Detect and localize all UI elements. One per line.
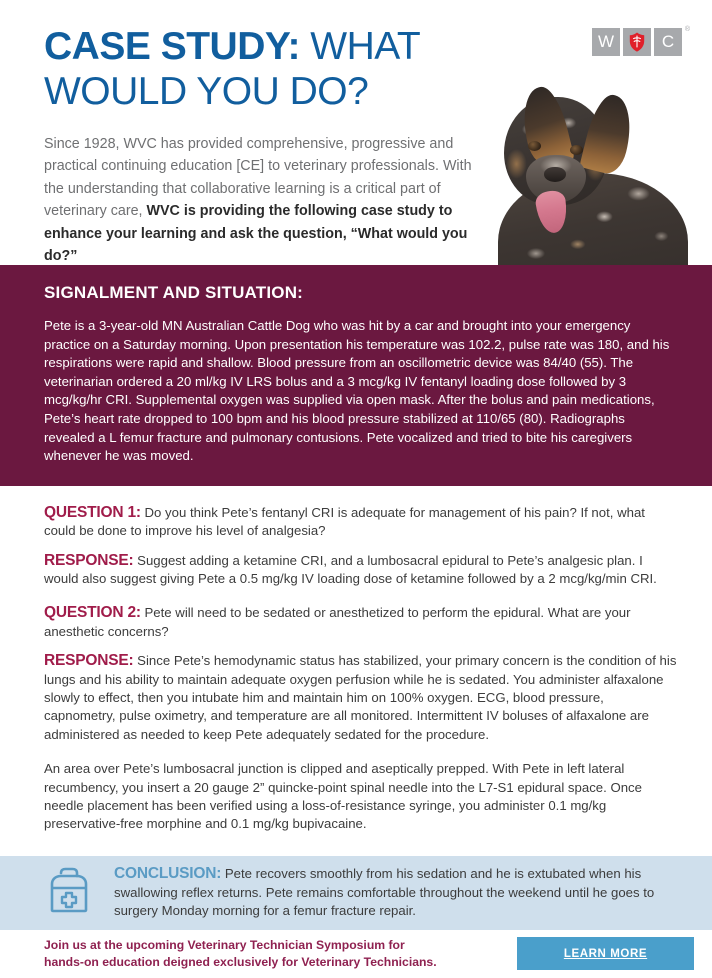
dog-ear-right (579, 91, 639, 177)
learn-more-label: LEARN MORE (563, 947, 648, 960)
title-line-1 (44, 24, 514, 69)
logo-letter-w: W (592, 28, 620, 56)
dog-eye-right (570, 145, 583, 155)
conclusion-label: CONCLUSION: (114, 865, 222, 883)
logo-trademark: ® (684, 26, 690, 33)
dog-photo (480, 55, 712, 265)
medical-bag-icon (40, 864, 98, 921)
intro-bold-text: WVC is providing the following case study to enhance your learning and ask the question, “What would you do?” (44, 203, 468, 265)
document-footer (0, 930, 712, 978)
learn-more-button[interactable] (517, 937, 694, 970)
logo-letter-c: C (654, 28, 682, 56)
title-line-2: WOULD YOU DO? (44, 70, 369, 113)
response-1-label: RESPONSE: (44, 551, 134, 569)
promo-line-1: Join us at the upcoming Veterinary Technician Symposium for (44, 938, 405, 953)
question-2-text: Pete will need to be sedated or anesthetized to perform the epidural. What are your anesthetic concerns? (44, 605, 631, 639)
intro-paragraph (44, 133, 474, 265)
promo-text (44, 937, 437, 970)
title-light: WHAT (299, 25, 421, 68)
dog-nose (544, 167, 566, 182)
document-header (0, 0, 712, 265)
conclusion-paragraph (114, 865, 682, 920)
question-2 (44, 604, 678, 641)
question-1-label: QUESTION 1: (44, 503, 141, 521)
signalment-heading: SIGNALMENT AND SITUATION: (44, 283, 304, 302)
wvc-logo (592, 26, 690, 56)
conclusion-text: Pete recovers smoothly from his sedation and he is extubated when his swallowing reflex returns. Pete remains comfortable throughout the weekend until he goes to surgery Monday morning for a femur fracture repair. (114, 866, 655, 919)
signalment-body: Pete is a 3-year-old MN Australian Cattle Dog who was hit by a car and brought into your emergency practice on a Saturday morning. Upon presentation his temperature was 102.2, pulse rate was 180, and his respirations were rapid and shallow. Blood pressure from an oscillometric device was 84/40 (55). The veterinarian ordered a 20 ml/kg IV LRS bolus and a 3 mcg/kg IV fentanyl loading dose followed by 3 mcg/kg/hr CRI. Supplemental oxygen was supplied via open mask. After the bolus and pain medications, Pete’s heart rate dropped to 100 bpm and his blood pressure stabilized at 110/65 (80). Radiographs revealed a L femur fracture and pulmonary contusions. Pete vocalized and tried to bite his caregivers whenever he was moved. (44, 318, 670, 464)
response-2-label: RESPONSE: (44, 652, 134, 670)
conclusion-box (0, 856, 712, 930)
page-title (44, 24, 514, 114)
response-1-text: Suggest adding a ketamine CRI, and a lumbosacral epidural to Pete’s analgesic plan. I would also suggest giving Pete a 0.5 mg/kg IV loading dose of ketamine followed by a 2 mcg/kg/min CRI. (44, 552, 657, 586)
response-2-text: Since Pete’s hemodynamic status has stabilized, your primary concern is the condition of his lungs and his ability to maintain adequate oxygen perfusion while he is sedated. You administer alfaxalone slowly to effect, then you intubate him and maintain him on 100% oxygen. ECG, blood pressure, capnometry, pulse oximetry, and temperature are all monitored. Intermittent IV boluses of alfaxalone are administered as needed to keep Pete adequately sedated for the procedure. (44, 653, 677, 742)
dog-eye-left (528, 141, 541, 151)
promo-line-2: hands-on education deigned exclusively for Veterinary Technicians. (44, 954, 437, 969)
intro-gray-text: Since 1928, WVC has provided comprehensive, progressive and practical continuing education [CE] to veterinary professionals. With the understanding that collaborative learning is a critical part of veterinary care, (44, 136, 472, 220)
question-1 (44, 504, 678, 541)
response-2 (44, 652, 678, 744)
title-strong: CASE STUDY: (44, 25, 300, 68)
logo-caduceus-icon (623, 28, 651, 56)
procedure-paragraph: An area over Pete’s lumbosacral junction is clipped and aseptically prepped. With Pete in left lateral recumbency, you insert a 20 gauge 2” quincke-point spinal needle into the L7-S1 epidural space. Once needle placement has been verified using a loss-of-resistance syringe, you administer 0.1 mg/kg preservative-free morphine and 0.1 mg/kg bupivacaine. (44, 761, 642, 832)
signalment-banner (0, 265, 712, 486)
question-answer-section (0, 486, 712, 856)
question-1-text: Do you think Pete’s fentanyl CRI is adequate for management of his pain? If not, what could be done to improve his level of analgesia? (44, 504, 645, 539)
response-1 (44, 552, 678, 589)
question-2-label: QUESTION 2: (44, 604, 141, 622)
